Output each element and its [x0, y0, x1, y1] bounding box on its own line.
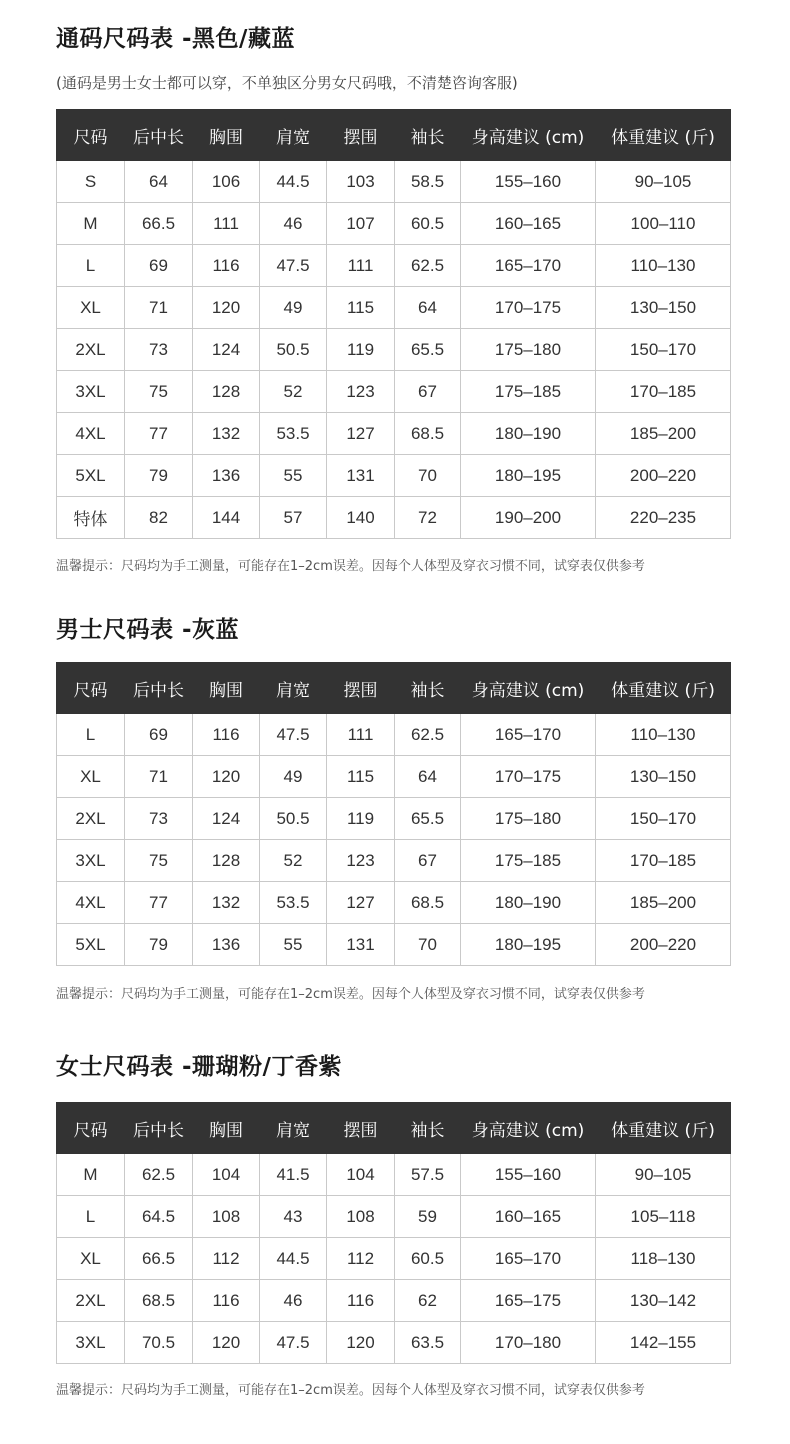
table-cell: 108 [327, 1196, 395, 1238]
table-cell: 68.5 [395, 882, 461, 924]
table-cell: 62.5 [395, 714, 461, 756]
table-cell: 150–170 [596, 798, 731, 840]
table-cell: 115 [327, 287, 395, 329]
column-header: 体重建议 (斤) [596, 663, 731, 714]
table-cell: 220–235 [596, 497, 731, 539]
table-row [57, 924, 731, 966]
table-cell: 136 [193, 455, 260, 497]
section-subtitle: (通码是男士女士都可以穿，不单独区分男女尺码哦，不清楚咨询客服) [56, 74, 518, 92]
column-header: 尺码 [57, 110, 125, 161]
table-cell: 175–180 [461, 798, 596, 840]
table-cell: 115 [327, 756, 395, 798]
table-row [57, 798, 731, 840]
column-header: 胸围 [193, 110, 260, 161]
table-cell: 108 [193, 1196, 260, 1238]
column-header: 身高建议 (cm) [461, 110, 596, 161]
size-label-cell: M [57, 1154, 125, 1196]
column-header: 袖长 [395, 663, 461, 714]
size-table [56, 662, 731, 966]
column-header: 摆围 [327, 110, 395, 161]
size-section-men [56, 615, 730, 1005]
table-cell: 53.5 [260, 882, 327, 924]
table-cell: 132 [193, 882, 260, 924]
table-cell: 104 [327, 1154, 395, 1196]
size-label-cell: 4XL [57, 882, 125, 924]
table-cell: 130–142 [596, 1280, 731, 1322]
table-cell: 124 [193, 798, 260, 840]
table-cell: 128 [193, 371, 260, 413]
table-row [57, 1154, 731, 1196]
table-cell: 185–200 [596, 413, 731, 455]
table-cell: 49 [260, 287, 327, 329]
table-cell: 120 [327, 1322, 395, 1364]
size-label-cell: 2XL [57, 329, 125, 371]
table-cell: 100–110 [596, 203, 731, 245]
table-cell: 180–190 [461, 882, 596, 924]
table-cell: 111 [193, 203, 260, 245]
table-cell: 60.5 [395, 1238, 461, 1280]
table-cell: 77 [125, 882, 193, 924]
size-label-cell: 2XL [57, 798, 125, 840]
table-cell: 127 [327, 882, 395, 924]
table-cell: 106 [193, 161, 260, 203]
table-cell: 160–165 [461, 203, 596, 245]
table-cell: 116 [193, 1280, 260, 1322]
table-cell: 63.5 [395, 1322, 461, 1364]
section-title: 女士尺码表 -珊瑚粉/丁香紫 [56, 1054, 342, 1080]
column-header: 肩宽 [260, 1103, 327, 1154]
table-cell: 64 [395, 287, 461, 329]
table-cell: 119 [327, 329, 395, 371]
table-cell: 150–170 [596, 329, 731, 371]
table-row [57, 329, 731, 371]
table-row [57, 1280, 731, 1322]
table-cell: 175–185 [461, 371, 596, 413]
table-row [57, 1238, 731, 1280]
table-row [57, 455, 731, 497]
table-cell: 46 [260, 203, 327, 245]
table-cell: 52 [260, 840, 327, 882]
table-cell: 128 [193, 840, 260, 882]
size-label-cell: XL [57, 756, 125, 798]
size-table [56, 1102, 731, 1364]
table-cell: 142–155 [596, 1322, 731, 1364]
column-header: 体重建议 (斤) [596, 1103, 731, 1154]
size-label-cell: XL [57, 287, 125, 329]
column-header: 袖长 [395, 110, 461, 161]
table-cell: 120 [193, 1322, 260, 1364]
table-cell: 155–160 [461, 1154, 596, 1196]
table-cell: 112 [327, 1238, 395, 1280]
table-row [57, 714, 731, 756]
table-cell: 90–105 [596, 161, 731, 203]
table-cell: 112 [193, 1238, 260, 1280]
table-cell: 57.5 [395, 1154, 461, 1196]
table-header-row [57, 663, 731, 714]
table-cell: 165–175 [461, 1280, 596, 1322]
size-label-cell: 5XL [57, 455, 125, 497]
table-cell: 72 [395, 497, 461, 539]
table-cell: 57 [260, 497, 327, 539]
table-cell: 68.5 [125, 1280, 193, 1322]
table-cell: 60.5 [395, 203, 461, 245]
table-cell: 77 [125, 413, 193, 455]
table-cell: 73 [125, 329, 193, 371]
column-header: 身高建议 (cm) [461, 1103, 596, 1154]
size-label-cell: 3XL [57, 1322, 125, 1364]
table-cell: 136 [193, 924, 260, 966]
table-cell: 69 [125, 714, 193, 756]
table-cell: 200–220 [596, 455, 731, 497]
table-cell: 64 [125, 161, 193, 203]
table-cell: 170–175 [461, 756, 596, 798]
table-cell: 75 [125, 371, 193, 413]
table-cell: 116 [327, 1280, 395, 1322]
column-header: 尺码 [57, 1103, 125, 1154]
table-cell: 130–150 [596, 756, 731, 798]
size-label-cell: 3XL [57, 371, 125, 413]
table-cell: 82 [125, 497, 193, 539]
table-header-row [57, 110, 731, 161]
table-cell: 170–185 [596, 371, 731, 413]
table-cell: 55 [260, 924, 327, 966]
table-cell: 65.5 [395, 798, 461, 840]
table-cell: 155–160 [461, 161, 596, 203]
size-label-cell: L [57, 245, 125, 287]
table-row [57, 245, 731, 287]
table-cell: 111 [327, 245, 395, 287]
table-row [57, 1322, 731, 1364]
table-cell: 53.5 [260, 413, 327, 455]
table-cell: 59 [395, 1196, 461, 1238]
size-table [56, 109, 731, 539]
column-header: 摆围 [327, 663, 395, 714]
column-header: 尺码 [57, 663, 125, 714]
table-row [57, 287, 731, 329]
table-row [57, 882, 731, 924]
table-cell: 71 [125, 287, 193, 329]
table-cell: 107 [327, 203, 395, 245]
table-cell: 103 [327, 161, 395, 203]
size-section-unisex [56, 24, 730, 577]
table-cell: 110–130 [596, 714, 731, 756]
table-cell: 58.5 [395, 161, 461, 203]
table-cell: 104 [193, 1154, 260, 1196]
table-cell: 70 [395, 924, 461, 966]
table-cell: 120 [193, 287, 260, 329]
table-cell: 79 [125, 924, 193, 966]
size-section-women [56, 1052, 730, 1401]
table-cell: 55 [260, 455, 327, 497]
size-label-cell: L [57, 1196, 125, 1238]
table-cell: 47.5 [260, 1322, 327, 1364]
table-cell: 73 [125, 798, 193, 840]
table-cell: 140 [327, 497, 395, 539]
column-header: 身高建议 (cm) [461, 663, 596, 714]
table-cell: 170–175 [461, 287, 596, 329]
column-header: 体重建议 (斤) [596, 110, 731, 161]
table-cell: 180–195 [461, 455, 596, 497]
table-cell: 175–185 [461, 840, 596, 882]
table-cell: 64 [395, 756, 461, 798]
column-header: 后中长 [125, 663, 193, 714]
table-cell: 190–200 [461, 497, 596, 539]
table-cell: 67 [395, 840, 461, 882]
table-cell: 52 [260, 371, 327, 413]
table-cell: 111 [327, 714, 395, 756]
table-cell: 175–180 [461, 329, 596, 371]
table-cell: 131 [327, 455, 395, 497]
measurement-note: 温馨提示：尺码均为手工测量，可能存在1–2cm误差。因每个人体型及穿衣习惯不同，试穿表仅供参考 [56, 559, 645, 574]
table-cell: 47.5 [260, 245, 327, 287]
table-row [57, 161, 731, 203]
column-header: 胸围 [193, 663, 260, 714]
table-cell: 64.5 [125, 1196, 193, 1238]
table-row [57, 371, 731, 413]
table-cell: 118–130 [596, 1238, 731, 1280]
size-label-cell: 3XL [57, 840, 125, 882]
column-header: 摆围 [327, 1103, 395, 1154]
table-cell: 66.5 [125, 203, 193, 245]
table-cell: 116 [193, 714, 260, 756]
table-cell: 165–170 [461, 714, 596, 756]
table-cell: 130–150 [596, 287, 731, 329]
table-cell: 90–105 [596, 1154, 731, 1196]
size-label-cell: M [57, 203, 125, 245]
table-cell: 165–170 [461, 1238, 596, 1280]
measurement-note: 温馨提示：尺码均为手工测量，可能存在1–2cm误差。因每个人体型及穿衣习惯不同，试穿表仅供参考 [56, 1383, 645, 1398]
table-cell: 62.5 [395, 245, 461, 287]
table-cell: 131 [327, 924, 395, 966]
table-cell: 67 [395, 371, 461, 413]
table-row [57, 203, 731, 245]
size-label-cell: 2XL [57, 1280, 125, 1322]
table-cell: 70 [395, 455, 461, 497]
table-cell: 144 [193, 497, 260, 539]
table-cell: 180–195 [461, 924, 596, 966]
column-header: 肩宽 [260, 110, 327, 161]
column-header: 胸围 [193, 1103, 260, 1154]
table-cell: 170–185 [596, 840, 731, 882]
table-cell: 123 [327, 371, 395, 413]
table-cell: 50.5 [260, 798, 327, 840]
table-header-row [57, 1103, 731, 1154]
table-cell: 160–165 [461, 1196, 596, 1238]
table-cell: 68.5 [395, 413, 461, 455]
table-cell: 46 [260, 1280, 327, 1322]
size-label-cell: 5XL [57, 924, 125, 966]
size-label-cell: L [57, 714, 125, 756]
table-cell: 43 [260, 1196, 327, 1238]
table-row [57, 756, 731, 798]
size-label-cell: 4XL [57, 413, 125, 455]
column-header: 后中长 [125, 1103, 193, 1154]
table-cell: 70.5 [125, 1322, 193, 1364]
column-header: 肩宽 [260, 663, 327, 714]
table-cell: 170–180 [461, 1322, 596, 1364]
table-cell: 165–170 [461, 245, 596, 287]
table-cell: 132 [193, 413, 260, 455]
table-row [57, 497, 731, 539]
table-cell: 50.5 [260, 329, 327, 371]
table-cell: 119 [327, 798, 395, 840]
section-title: 通码尺码表 -黑色/藏蓝 [56, 26, 295, 52]
table-cell: 69 [125, 245, 193, 287]
table-row [57, 1196, 731, 1238]
measurement-note: 温馨提示：尺码均为手工测量，可能存在1–2cm误差。因每个人体型及穿衣习惯不同，试穿表仅供参考 [56, 987, 645, 1002]
table-cell: 62.5 [125, 1154, 193, 1196]
table-cell: 47.5 [260, 714, 327, 756]
table-cell: 44.5 [260, 161, 327, 203]
table-cell: 71 [125, 756, 193, 798]
table-cell: 124 [193, 329, 260, 371]
table-cell: 79 [125, 455, 193, 497]
table-row [57, 413, 731, 455]
size-label-cell: S [57, 161, 125, 203]
table-cell: 65.5 [395, 329, 461, 371]
table-cell: 41.5 [260, 1154, 327, 1196]
table-cell: 180–190 [461, 413, 596, 455]
table-cell: 49 [260, 756, 327, 798]
table-cell: 105–118 [596, 1196, 731, 1238]
section-title: 男士尺码表 -灰蓝 [56, 617, 240, 643]
table-cell: 127 [327, 413, 395, 455]
table-cell: 185–200 [596, 882, 731, 924]
size-label-cell: 特体 [57, 497, 125, 539]
size-label-cell: XL [57, 1238, 125, 1280]
table-cell: 200–220 [596, 924, 731, 966]
table-cell: 120 [193, 756, 260, 798]
column-header: 袖长 [395, 1103, 461, 1154]
table-cell: 123 [327, 840, 395, 882]
table-cell: 110–130 [596, 245, 731, 287]
table-cell: 44.5 [260, 1238, 327, 1280]
column-header: 后中长 [125, 110, 193, 161]
table-row [57, 840, 731, 882]
table-cell: 62 [395, 1280, 461, 1322]
table-cell: 75 [125, 840, 193, 882]
table-cell: 116 [193, 245, 260, 287]
table-cell: 66.5 [125, 1238, 193, 1280]
